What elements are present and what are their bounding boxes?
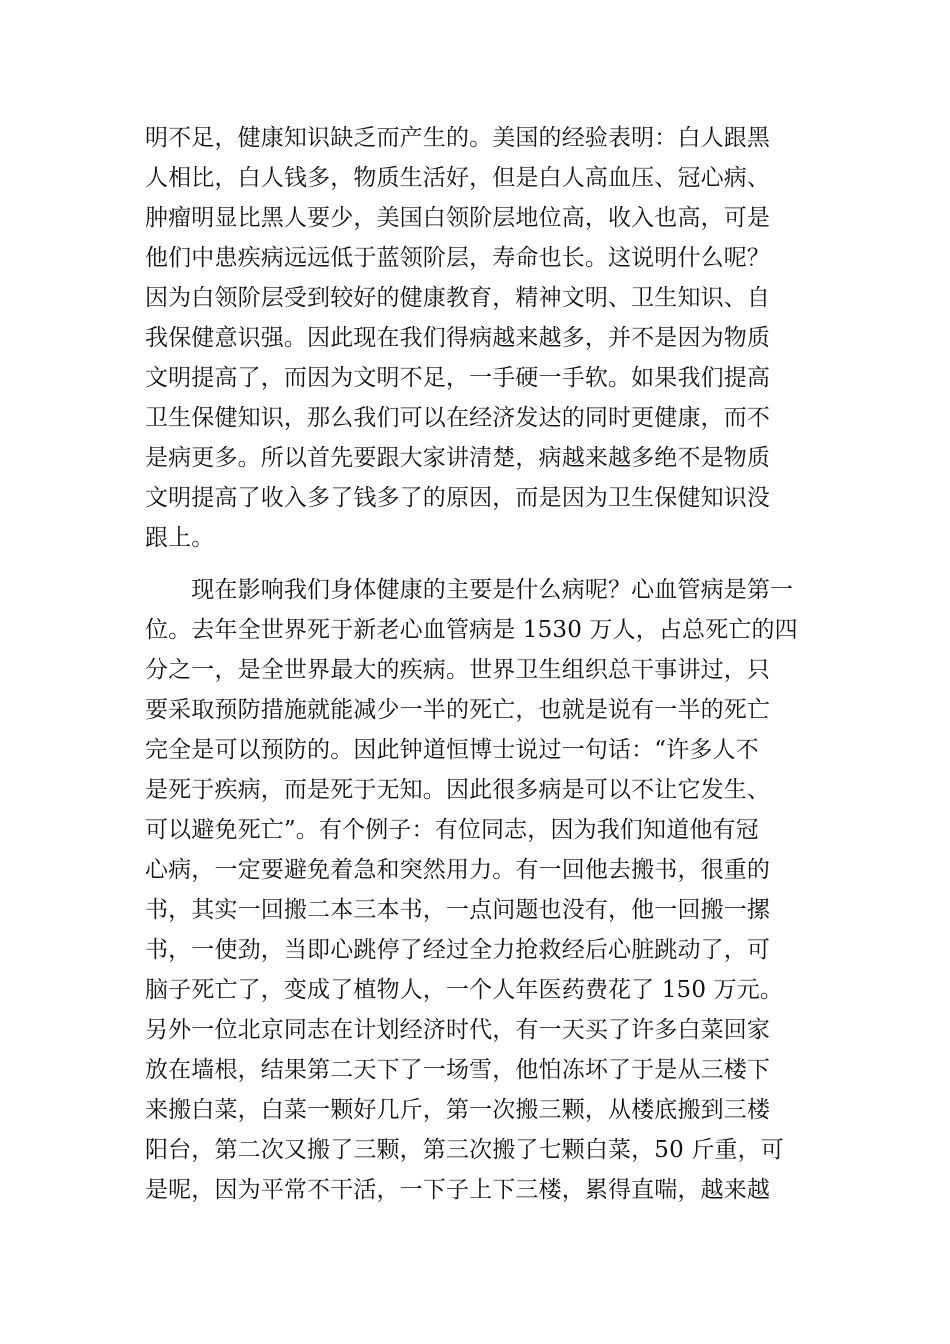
text-line: 书，一使劲，当即心跳停了经过全力抢救经后心脏跳动了，可 — [145, 937, 771, 963]
text-line: 文明提高了收入多了钱多了的原因，而是因为卫生保健知识没 — [145, 485, 771, 511]
text-line: 人相比，白人钱多，物质生活好，但是白人高血压、冠心病、 — [145, 165, 771, 191]
text-line: 可以避免死亡”。有个例子：有位同志，因为我们知道他有冠 — [145, 817, 759, 843]
text-line: 他们中患疾病远远低于蓝领阶层，寿命也长。这说明什么呢？ — [145, 245, 771, 271]
text-line: 是呢，因为平常不干活，一下子上下三楼，累得直喘，越来越 — [145, 1177, 771, 1203]
text-line: 书，其实一回搬二本三本书，一点问题也没有，他一回搬一摞 — [145, 897, 771, 923]
text-line: 完全是可以预防的。因此钟道恒博士说过一句话：“许多人不 — [145, 737, 759, 763]
text-line: 来搬白菜，白菜一颗好几斤，第一次搬三颗，从楼底搬到三楼 — [145, 1097, 771, 1123]
text-line: 是死于疾病，而是死于无知。因此很多病是可以不让它发生、 — [145, 777, 771, 803]
text-line: 另外一位北京同志在计划经济时代，有一天买了许多白菜回家 — [145, 1017, 771, 1043]
text-line: 卫生保健知识，那么我们可以在经济发达的同时更健康，而不 — [145, 405, 771, 431]
text-line: 位。去年全世界死于新老心血管病是 1530 万人，占总死亡的四 — [145, 617, 798, 643]
text-line: 放在墙根，结果第二天下了一场雪，他怕冻坏了于是从三楼下 — [145, 1057, 771, 1083]
body-text — [145, 118, 810, 1210]
text-line: 分之一，是全世界最大的疾病。世界卫生组织总干事讲过，只 — [145, 657, 771, 683]
paragraph-start-line: 现在影响我们身体健康的主要是什么病呢？心血管病是第一 — [145, 577, 794, 603]
text-line: 要采取预防措施就能减少一半的死亡，也就是说有一半的死亡 — [145, 697, 771, 723]
text-line: 脑子死亡了，变成了植物人，一个人年医药费花了 150 万元。 — [145, 977, 784, 1003]
text-line: 我保健意识强。因此现在我们得病越来越多，并不是因为物质 — [145, 325, 771, 351]
text-line: 是病更多。所以首先要跟大家讲清楚，病越来越多绝不是物质 — [145, 445, 771, 471]
text-line: 肿瘤明显比黑人要少，美国白领阶层地位高，收入也高，可是 — [145, 205, 771, 231]
text-line: 跟上。 — [145, 525, 215, 551]
text-line: 文明提高了，而因为文明不足，一手硬一手软。如果我们提高 — [145, 365, 771, 391]
text-line: 阳台，第二次又搬了三颗，第三次搬了七颗白菜，50 斤重，可 — [145, 1137, 784, 1163]
text-line: 明不足，健康知识缺乏而产生的。美国的经验表明：白人跟黑 — [145, 125, 771, 151]
text-line: 心病，一定要避免着急和突然用力。有一回他去搬书，很重的 — [145, 857, 771, 883]
text-line: 因为白领阶层受到较好的健康教育，精神文明、卫生知识、自 — [145, 285, 771, 311]
